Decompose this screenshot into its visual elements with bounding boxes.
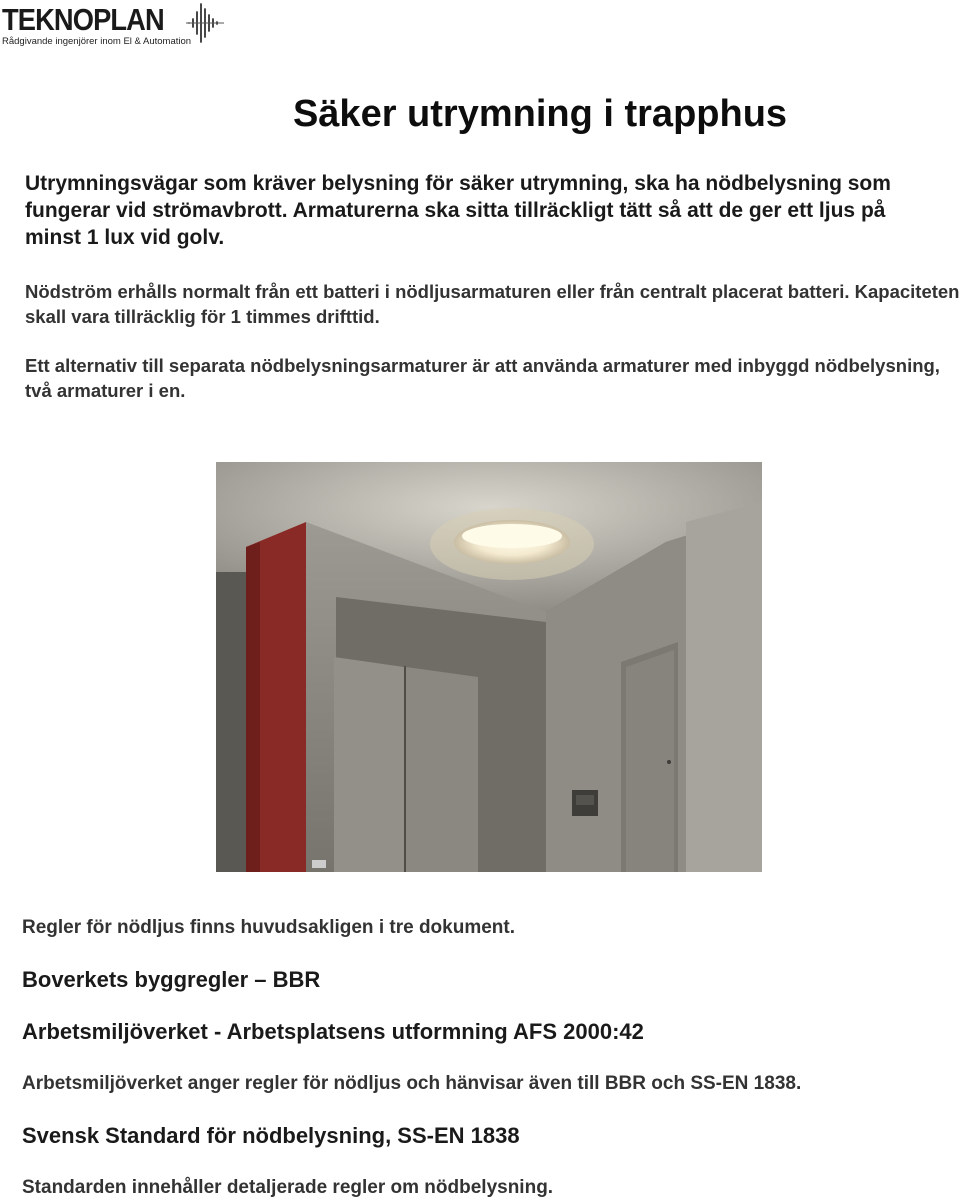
rule-item: Standarden innehåller detaljerade regler om nödbelysning. (22, 1177, 554, 1198)
rule-item: Arbetsmiljöverket anger regler för nödljus och hänvisar även till BBR och SS-EN 1838. (22, 1073, 802, 1094)
rule-item: Boverkets byggregler – BBR (22, 967, 321, 992)
logo-tagline: Rådgivande ingenjörer inom El & Automation (2, 36, 192, 47)
page-title: Säker utrymning i trapphus (292, 93, 788, 135)
company-logo (0, 0, 230, 50)
rule-item: Arbetsmiljöverket - Arbetsplatsens utformning AFS 2000:42 (22, 1019, 644, 1044)
rule-item: Svensk Standard för nödbelysning, SS-EN 1838 (22, 1123, 520, 1148)
sound-wave-icon (186, 0, 224, 46)
logo-name: TEKNOPLAN (2, 2, 164, 37)
stairwell-photo (216, 462, 762, 872)
paragraph-alternative: Ett alternativ till separata nödbelysningsarmaturer är att använda armaturer med inbyggd nödbelysning, två armaturer i en. (25, 355, 940, 401)
paragraph-battery: Nödström erhålls normalt från ett batteri i nödljusarmaturen eller från centralt placerat batteri. Kapaciteten skall vara tillräcklig för 1 timmes drifttid. (25, 281, 960, 327)
paragraph-evacuation: Utrymningsvägar som kräver belysning för säker utrymning, ska ha nödbelysning som fungerar vid strömavbrott. Armaturerna ska sitta tillräckligt tätt så att de ger ett ljus på minst 1 lux vid golv. (25, 172, 891, 249)
rules-intro: Regler för nödljus finns huvudsakligen i tre dokument. (22, 917, 515, 938)
